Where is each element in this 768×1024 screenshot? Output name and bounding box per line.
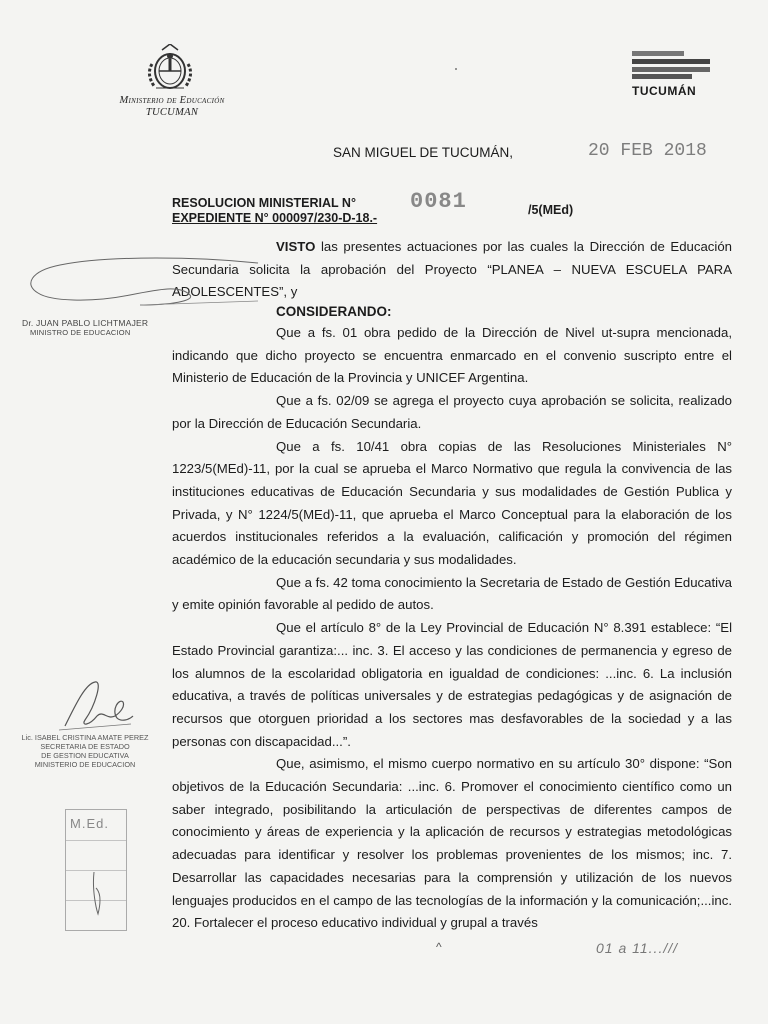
secretary-seal (10, 733, 160, 769)
paragraph: Que a fs. 01 obra pedido de la Dirección de Nivel ut-supra mencionada, indicando que dicho proyecto se encuentra enmarcado en el convenio suscripto entre el Ministerio de Educación de la Provincia y UNICEF Argentina. (172, 325, 732, 386)
ministry-province: TUCUMAN (145, 107, 199, 118)
secretary-title: MINISTERIO DE EDUCACION (34, 760, 136, 769)
paragraph: Que el artículo 8° de la Ley Provincial de Educación N° 8.391 establece: “El Estado Provincial garantiza:... inc. 3. El acceso y las condiciones de permanencia y egreso de los alumnos de la escolaridad obligatoria en igualdad de condiciones: ...inc. 6. La inclusión educativa, a través de políticas universales y de estrategias pedagógicas y de asignación de recursos que otorguen prioridad a los sectores mas desfavorables de la sociedad y a las personas con discapacidad...”. (172, 620, 732, 749)
ministry-name: Ministerio de Educación (119, 95, 225, 106)
secretary-title: DE GESTION EDUCATIVA (41, 751, 129, 760)
dateline-place: SAN MIGUEL DE TUCUMÁN, (333, 145, 514, 160)
paragraph: Que a fs. 02/09 se agrega el proyecto cuya aprobación se solicita, realizado por la Dirección de Educación Secundaria. (172, 393, 732, 431)
ink-dot (455, 68, 457, 70)
initials-mark (66, 810, 126, 930)
visto-label: VISTO (276, 239, 316, 254)
minister-name: Dr. JUAN PABLO LICHTMAJER (22, 318, 149, 328)
secretary-title: SECRETARIA DE ESTADO (40, 742, 130, 751)
minister-seal (22, 318, 148, 338)
considerando-body (172, 322, 732, 935)
resolution-number-stamp: 0081 (410, 189, 467, 214)
secretary-signature (55, 676, 135, 734)
med-stamp (65, 809, 127, 931)
page-count-note: 01 a 11.../// (596, 940, 679, 956)
coat-of-arms-icon (142, 44, 198, 94)
expediente-number: EXPEDIENTE N° 000097/230-D-18.- (172, 211, 378, 225)
visto-text: las presentes actuaciones por las cuales la Dirección de Educación Secundaria solicita la aprobación del Proyecto “PLANEA – NUEVA ESCUELA PARA ADOLESCENTES”, y (172, 239, 732, 300)
resolution-suffix: /5(MEd) (528, 203, 574, 217)
paragraph: Que, asimismo, el mismo cuerpo normativo en su artículo 30° dispone: “Son objetivos de la Educación Secundaria: ...inc. 6. Promover el conocimiento científico como un saber integrado, posibilitando la articulación de perspectivas de diferentes campos de conocimiento y áreas de experiencia y la aplicación de recursos y estrategias metodológicas adecuadas para identificar y resolver los problemas provenientes de los mismos; inc. 7. Desarrollar las capacidades necesarias para la comprensión y utilización de los nuevos lenguajes producidos en el campo de las tecnologías de la información y la comunicación;...inc. 20. Fortalecer el proceso educativo individual y grupal a través (172, 756, 732, 931)
minister-title: MINISTRO DE EDUCACION (30, 328, 131, 337)
footer-caret: ^ (436, 940, 442, 954)
resolution-label: RESOLUCION MINISTERIAL N° (172, 196, 356, 210)
ministry-title (92, 95, 252, 119)
paragraph: Que a fs. 10/41 obra copias de las Resoluciones Ministeriales N° 1223/5(MEd)-11, por la cual se aprueba el Marco Normativo que regula la convivencia de las instituciones educativas de Educación Secundaria y sus modalidades de Gestión Publica y Privada, y N° 1224/5(MEd)-11, que aprueba el Marco Conceptual para la elaboración de los acuerdos institucionales referidos a la evaluación, calificación y promoción del régimen académico de la educación secundaria y sus modalidades. (172, 438, 732, 568)
paragraph: Que a fs. 42 toma conocimiento la Secretaria de Estado de Gestión Educativa y emite opinión favorable al pedido de autos. (172, 574, 732, 613)
med-stamp-label: M.Ed. (70, 816, 109, 831)
considerando-heading: CONSIDERANDO: (276, 304, 392, 319)
date-stamp: 20 FEB 2018 (588, 141, 707, 161)
minister-signature (20, 255, 260, 315)
secretary-name: Lic. ISABEL CRISTINA AMATE PEREZ (21, 733, 149, 742)
tucuman-logo-text: TUCUMÁN (632, 84, 697, 98)
